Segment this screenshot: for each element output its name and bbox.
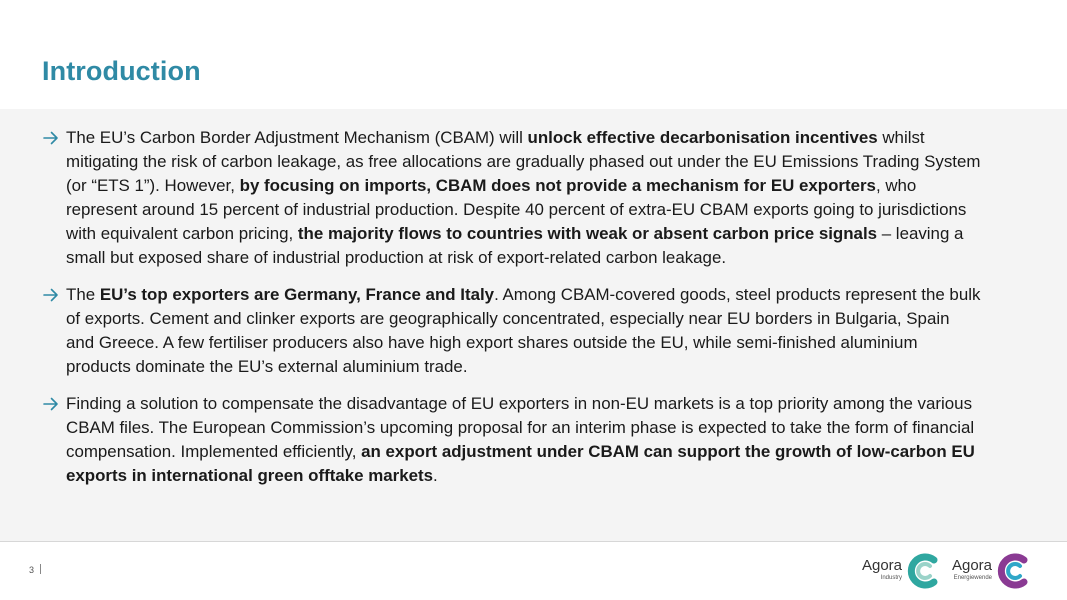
bullet-list	[42, 126, 982, 501]
bullet-item	[42, 283, 982, 379]
bullet-text: Finding a solution to compensate the disadvantage of EU exporters in non-EU markets is a top priority among the various CBAM files. The European Commission’s upcoming proposal for an interim phase is expected to take the form of financial compensation. Implemented efficiently, an export adjustment under CBAM can support the growth of low-carbon EU exports in international green offtake markets.	[66, 394, 975, 485]
page-number: 3	[29, 565, 35, 575]
agora-energiewende-mark-icon	[996, 553, 1030, 589]
bullet-item	[42, 392, 982, 488]
page-title: Introduction	[42, 56, 201, 86]
footer-divider	[40, 564, 41, 574]
logo-subtitle: Energiewende	[953, 575, 992, 581]
agora-industry-mark-icon	[906, 553, 940, 589]
bullet-item	[42, 126, 982, 270]
arrow-right-icon	[42, 286, 60, 304]
logo-name: Agora	[951, 557, 992, 574]
bullet-text: The EU’s top exporters are Germany, France and Italy. Among CBAM-covered goods, steel products represent the bulk of exports. Cement and clinker exports are geographically concentrated, especially near EU borders in Bulgaria, Spain and Greece. A few fertiliser producers also have high export shares outside the EU, while semi-finished aluminium products dominate the EU’s external aluminium trade.	[66, 285, 981, 376]
agora-industry-logo	[858, 553, 940, 589]
logo-name: Agora	[861, 557, 902, 574]
agora-energiewende-logo	[948, 553, 1030, 589]
bullet-text: The EU’s Carbon Border Adjustment Mechanism (CBAM) will unlock effective decarbonisation incentives whilst mitigating the risk of carbon leakage, as free allocations are gradually phased out under the EU Emissions Trading System (or “ETS 1”). However, by focusing on imports, CBAM does not provide a mechanism for EU exporters, who represent around 15 percent of industrial production. Despite 40 percent of extra-EU CBAM exports going to jurisdictions with equivalent carbon pricing, the majority flows to countries with weak or absent carbon price signals – leaving a small but exposed share of industrial production at risk of export-related carbon leakage.	[66, 128, 981, 267]
arrow-right-icon	[42, 395, 60, 413]
logo-subtitle: Industry	[880, 575, 902, 581]
arrow-right-icon	[42, 129, 60, 147]
